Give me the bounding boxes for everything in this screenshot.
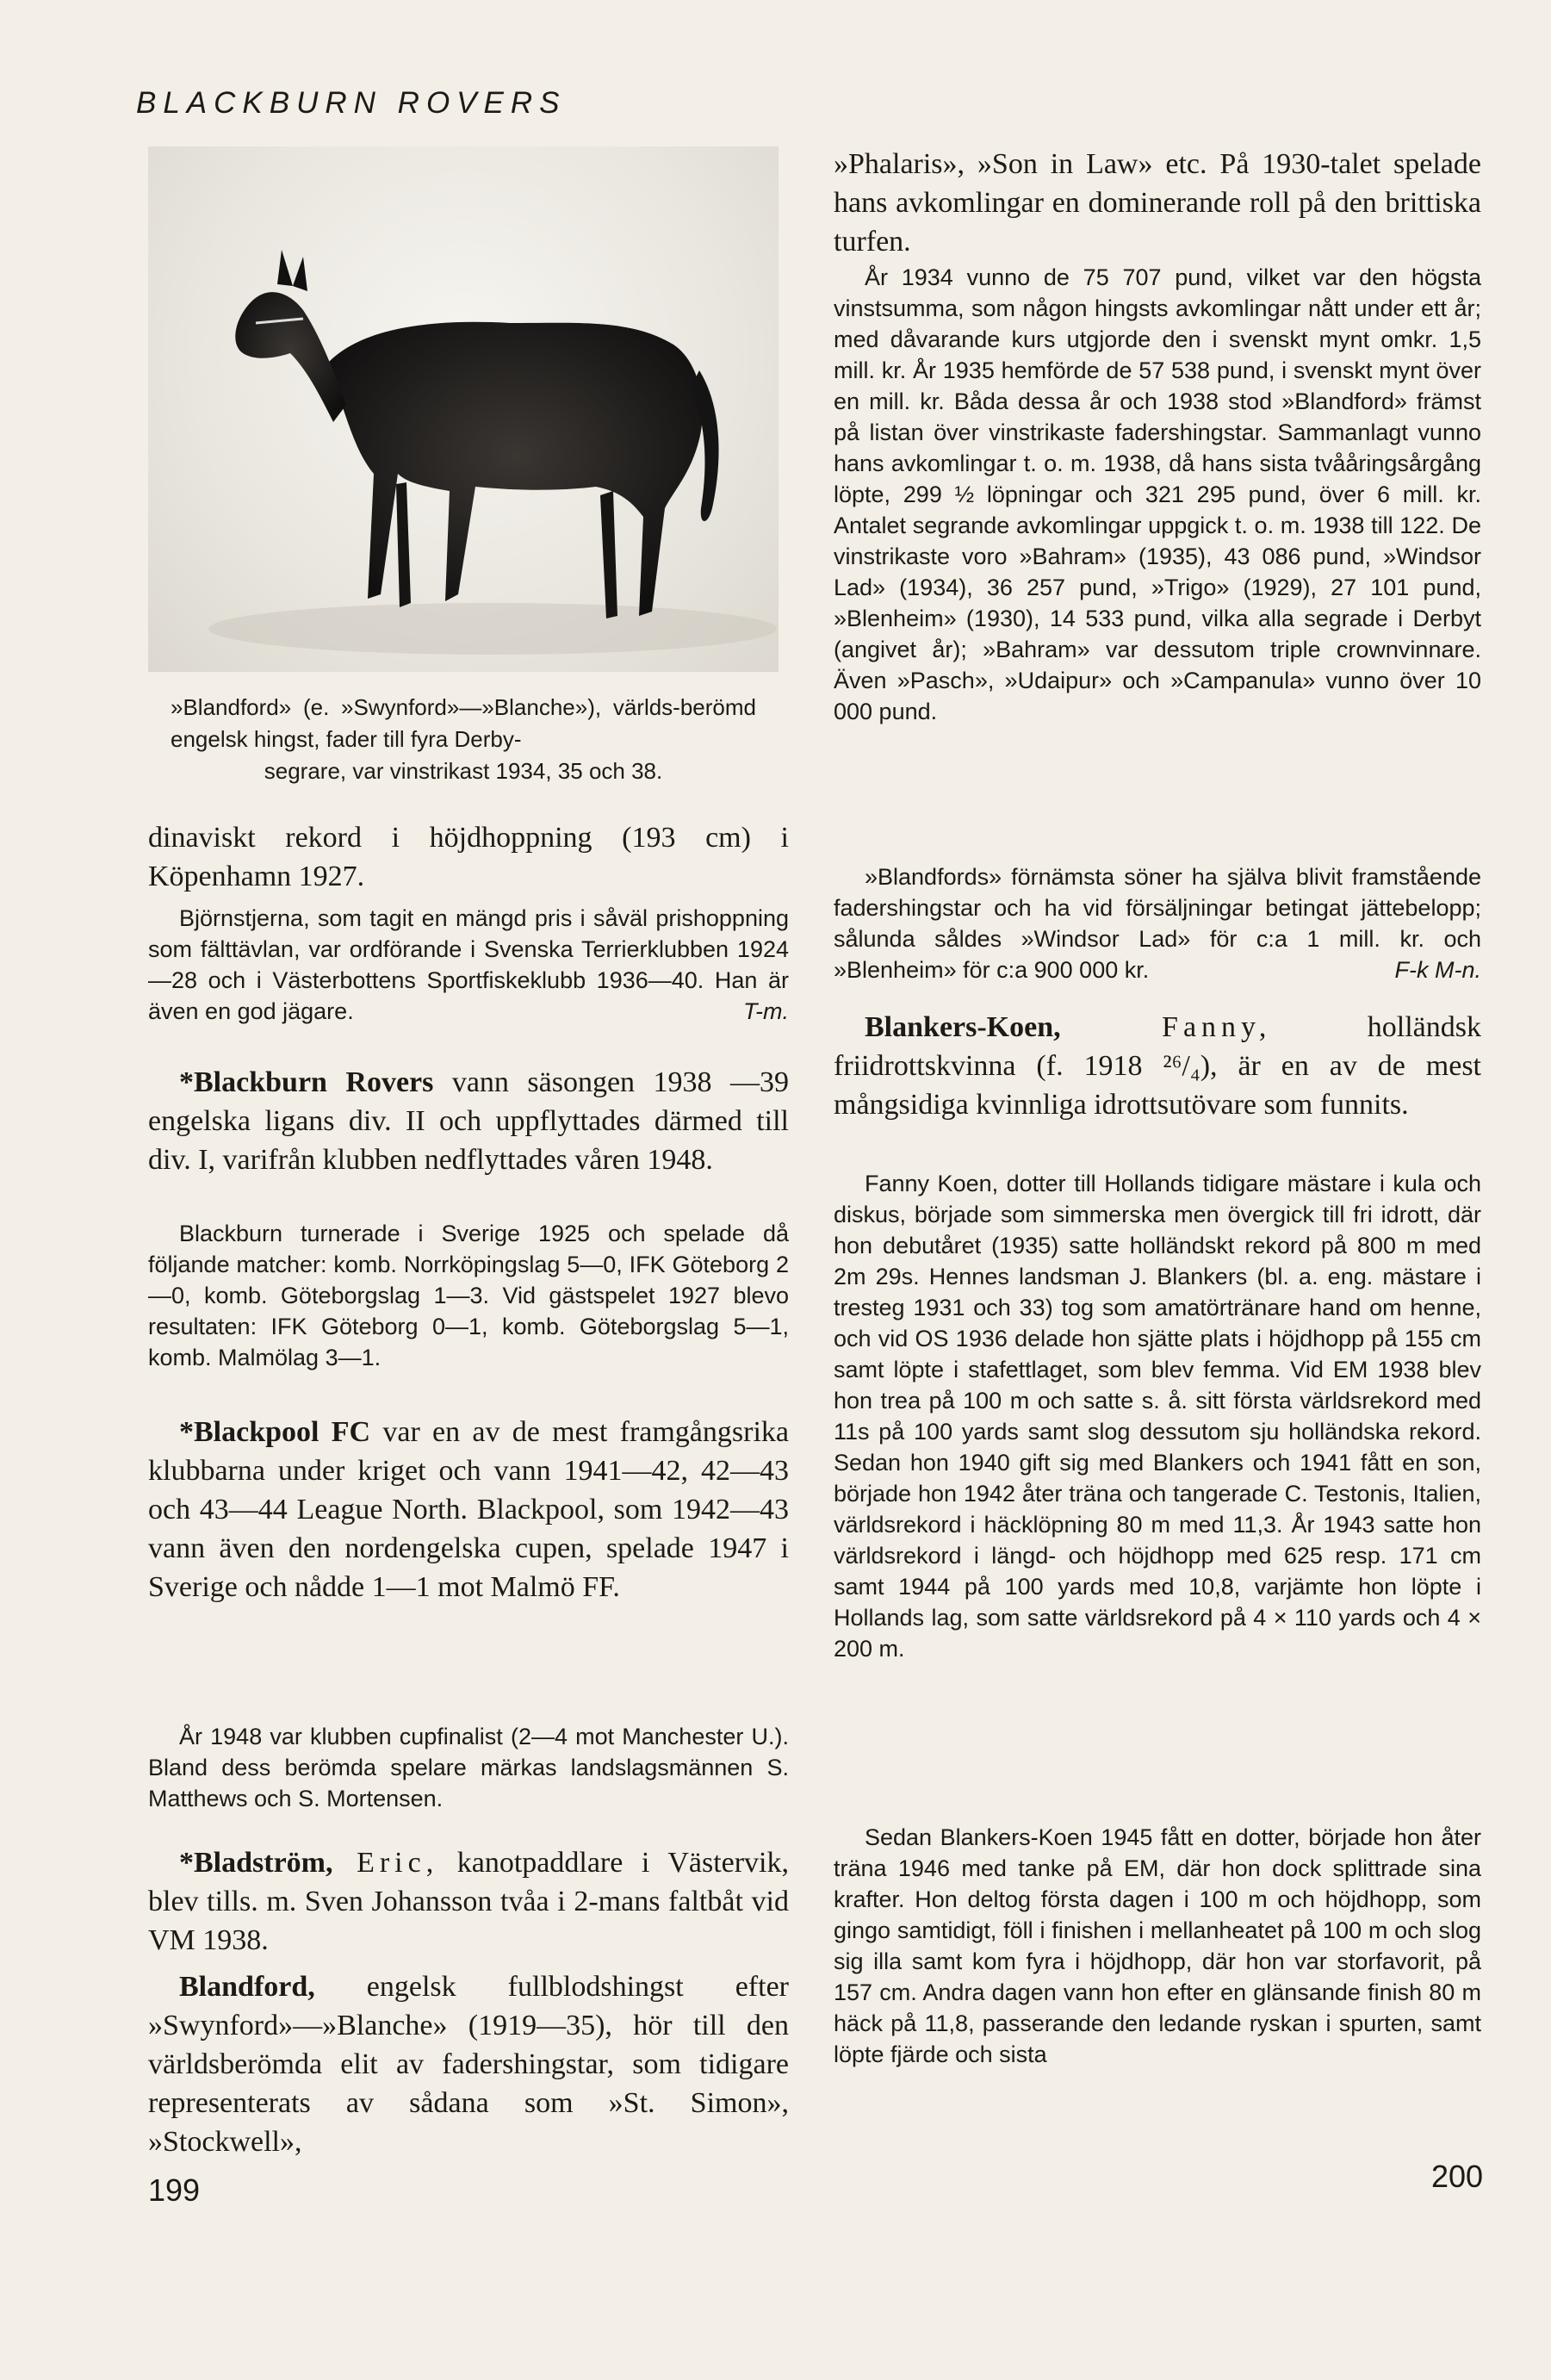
right-p4-name: Fanny,	[1060, 1011, 1272, 1043]
headword-blankers-koen: Blankers-Koen,	[865, 1011, 1061, 1043]
left-p1: dinaviskt rekord i höjdhoppning (193 cm) i Köpenhamn 1927.	[148, 822, 789, 892]
left-p6: År 1948 var klubben cupfinalist (2—4 mot Manchester U.). Bland dess berömda spelare märkas landslagsmännen S. Matthews och S. Mortensen.	[148, 1724, 789, 1811]
left-p5	[148, 1413, 789, 1606]
left-p2	[148, 903, 789, 1027]
left-p3	[148, 1063, 789, 1179]
left-p8-text: engelsk fullblodshingst efter »Swynford»—»Blanche» (1919—35), hör till den världsberömda elit av fadershingstar, som tidigare representerats av sådana som »St. Simon», »Stockwell»,	[148, 1971, 789, 2158]
page-number-right: 200	[1431, 2159, 1484, 2194]
photo-caption	[171, 692, 756, 787]
left-p7	[148, 1843, 789, 1960]
right-p4-text: holländsk friidrottskvinna (f. 1918 ²⁶/₄), är en av de mest mångsidiga kvinnliga idrottsutövare som funnits.	[834, 1011, 1482, 1121]
right-p6: Sedan Blankers-Koen 1945 fått en dotter, började hon åter träna 1946 med tanke på EM, där hon dock splittrade sina krafter. Hon deltog första dagen i 100 m och höjdhopp, som gingo samtidigt, föll i finishen i mellanheatet på 100 m och slog sig illa samt kom fyra i höjdhopp, där hon var storfavorit, på 157 cm. Andra dagen vann hon efter en glänsande finish 80 m häck på 11,8, passerande den ledande ryskan i spurten, samt löpte fjärde och sista	[834, 1824, 1481, 2067]
page-number-left: 199	[148, 2172, 201, 2208]
left-p7-name: Eric,	[332, 1847, 439, 1879]
right-p3	[834, 861, 1481, 985]
left-p8	[148, 1967, 789, 2161]
right-p2: År 1934 vunno de 75 707 pund, vilket var den högsta vinstsumma, som någon hingsts avkomlingar nått under ett år; med dåvarande kurs utgjorde den i svenskt mynt omkr. 1,5 mill. kr. År 1935 hemförde de 57 538 pund, i svenskt mynt över en mill. kr. Båda dessa år och 1938 stod »Blandford» främst på listan över vinstrikaste fadershingstar. Sammanlagt vunno hans avkomlingar t. o. m. 1938, då hans sista tvååringsårgång löpte, 299 ½ löpningar och 321 295 pund, över 6 mill. kr. Antalet segrande avkomlingar uppgick t. o. m. 1938 till 122. De vinstrikaste voro »Bahram» (1935), 43 086 pund, »Windsor Lad» (1934), 36 257 pund, »Trigo» (1929), 27 101 pund, »Blenheim» (1930), 14 533 pund, vilka alla segrade i Derbyt (angivet år); »Bahram» var dessutom triple crownvinnare. Även »Pasch», »Udaipur» och »Campanula» vunno över 10 000 pund.	[834, 264, 1481, 724]
left-p2-signature: T-m.	[743, 998, 789, 1024]
right-p3-text: »Blandfords» förnämsta söner ha själva blivit framstående fadershingstar och ha vid försäljningar betingat jättebelopp; sålunda såldes »Windsor Lad» för c:a 1 mill. kr. och »Blenheim» för c:a 900 000 kr.	[834, 864, 1481, 983]
caption-line1: »Blandford» (e. »Swynford»—»Blanche»), världs-berömd engelsk hingst, fader till fyra Derby-	[171, 694, 756, 752]
right-p1: »Phalaris», »Son in Law» etc. På 1930-talet spelade hans avkomlingar en dominerande roll på den brittiska turfen.	[834, 148, 1481, 258]
left-p7-text: kanotpaddlare i Västervik, blev tills. m. Sven Johansson tvåa i 2-mans faltbåt vid VM 1938.	[148, 1847, 789, 1956]
left-p2-text: Björnstjerna, som tagit en mängd pris i såväl prishoppning som fälttävlan, var ordförande i Svenska Terrierklubben 1924—28 och i Västerbottens Sportfiskeklubb 1936—40. Han är även en god jägare.	[148, 905, 789, 1024]
left-p4: Blackburn turnerade i Sverige 1925 och spelade då följande matcher: komb. Norrköpingslag 5—0, IFK Göteborg 2—0, komb. Göteborgslag 1—3. Vid gästspelet 1927 blevo resultaten: IFK Göteborg 0—1, komb. Göteborgslag 5—1, komb. Malmölag 3—1.	[148, 1221, 789, 1370]
headword-blackpool-fc: *Blackpool FC	[179, 1416, 371, 1448]
right-p3-signature: F-k M-n.	[1394, 957, 1481, 983]
left-p5-text: var en av de mest framgångsrika klubbarna under kriget och vann 1941—42, 42—43 och 43—44 League North. Blackpool, som 1942—43 vann även den nordengelska cupen, spelade 1947 i Sverige och nådde 1—1 mot Malmö FF.	[148, 1416, 789, 1603]
headword-blandford: Blandford,	[179, 1971, 315, 2003]
headword-bladstrom: *Bladström,	[179, 1847, 333, 1879]
left-p3-text: vann säsongen 1938 —39 engelska ligans div. II och uppflyttades därmed till div. I, varifrån klubben nedflyttades våren 1948.	[148, 1066, 789, 1176]
right-p5: Fanny Koen, dotter till Hollands tidigare mästare i kula och diskus, började som simmerska men övergick till fri idrott, där hon debutåret (1935) satte holländskt rekord på 800 m med 2m 29s. Hennes landsman J. Blankers (bl. a. eng. mästare i tresteg 1931 och 33) tog som amatörtränare hand om henne, och vid OS 1936 delade hon sjätte plats i höjdhopp på 155 cm samt löpte i stafettlaget, som blev femma. Vid EM 1938 blev hon trea på 100 m och satte s. å. sitt första världsrekord med 11s på 100 yards samt slog dessutom sju holländska rekord. Sedan hon 1940 gift sig med Blankers och 1941 fått en son, började hon 1942 åter träna och tangerade C. Testonis, Italien, världsrekord i häcklöpning 80 m med 11,3. År 1943 satte hon världsrekord i längd- och höjdhopp med 625 resp. 171 cm samt 1944 på 100 yards med 10,8, varjämte hon löpte i Hollands lag, som satte världsrekord på 4 × 110 yards och 4 × 200 m.	[834, 1171, 1481, 1662]
horse-silhouette	[148, 146, 779, 672]
right-p4	[834, 1008, 1481, 1124]
caption-line2: segrare, var vinstrikast 1934, 35 och 38.	[264, 758, 663, 784]
running-head: BLACKBURN ROVERS	[136, 86, 567, 120]
horse-photo	[148, 146, 779, 672]
headword-blackburn-rovers: *Blackburn Rovers	[179, 1066, 434, 1098]
